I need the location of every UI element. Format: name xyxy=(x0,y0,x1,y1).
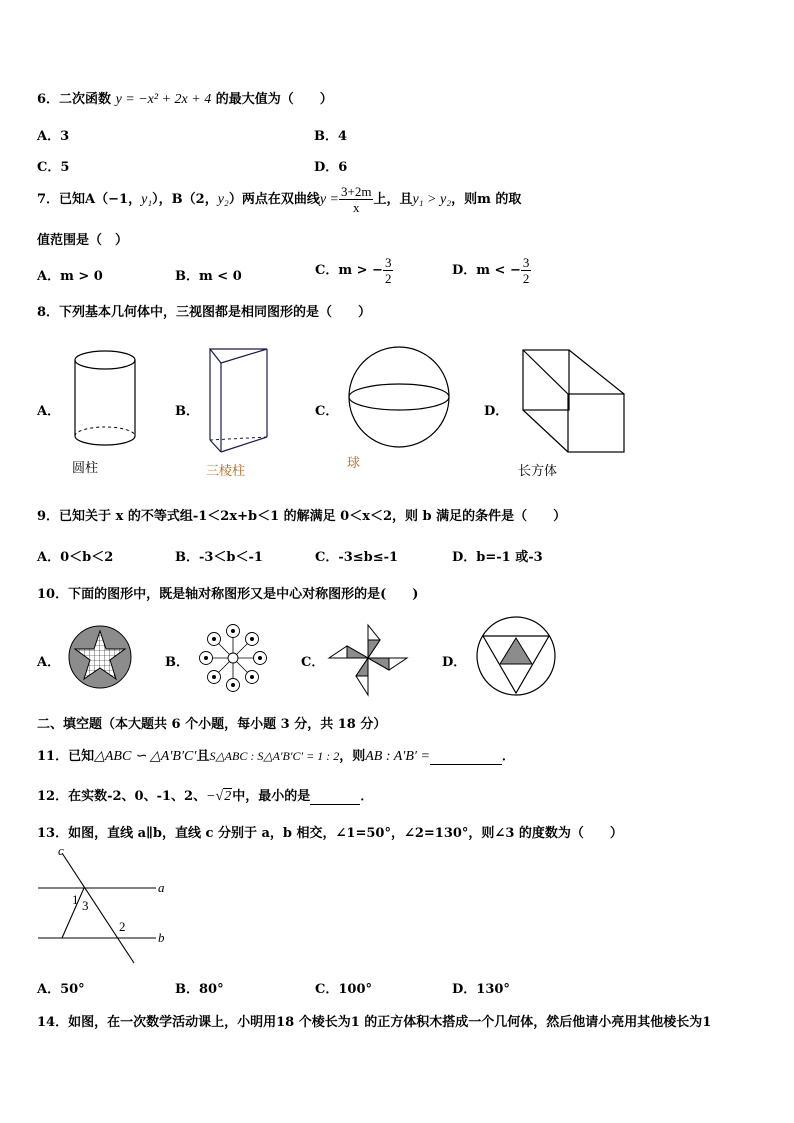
q8-caption-b: 三棱柱 xyxy=(206,463,246,478)
q8-caption-d: 长方体 xyxy=(518,463,558,478)
q7-y2: y₂ xyxy=(217,192,229,207)
triangle-circle-figure xyxy=(474,614,558,698)
q7-part3: ）两点在双曲线 xyxy=(228,192,320,207)
q7-fraction xyxy=(339,184,373,215)
sphere-figure xyxy=(345,345,455,449)
q14-stem: 14．如图，在一次数学活动课上，小明用18 个棱长为1 的正方体积木搭成一个几何体，然后他请小亮用其他棱长为1 xyxy=(37,1015,712,1030)
q12-sqrt-sign: √ xyxy=(215,789,224,804)
fig-angle-1: 1 xyxy=(72,892,79,907)
q12-tail: 中，最小的是 xyxy=(232,789,311,804)
q11-math1: △ABC ∽ △A′B′C′ xyxy=(94,749,197,764)
q7-stem xyxy=(37,183,521,217)
flower-pattern-figure xyxy=(197,623,269,693)
q12-sqrt-val: 2 xyxy=(224,789,232,804)
q6-option-a: A．3 xyxy=(37,129,70,144)
q10-label-a: A． xyxy=(37,655,61,670)
q13-option-d: D．130° xyxy=(452,982,510,997)
q12-answer-blank[interactable] xyxy=(310,789,360,805)
q6-suffix: 的最大值为（ ） xyxy=(215,92,333,107)
parallel-lines-figure xyxy=(34,843,174,968)
q6-stem xyxy=(37,88,333,108)
q7-cond: y₁ > y₂ xyxy=(412,192,452,207)
q11-math3: AB : A′B′ = xyxy=(365,749,430,764)
triangular-prism-figure xyxy=(205,345,275,457)
q7-option-c-num: 3 xyxy=(384,255,392,270)
q7-option-a: A．m > 0 xyxy=(37,269,103,284)
q6-option-d: D．6 xyxy=(314,160,348,175)
q13-option-c: C．100° xyxy=(315,982,372,997)
fig-angle-3: 3 xyxy=(82,898,89,913)
fig-label-b: b xyxy=(158,930,165,945)
q8-label-a: A． xyxy=(37,404,61,419)
q7-option-c-den: 2 xyxy=(384,271,392,286)
q11-answer-blank[interactable] xyxy=(430,749,502,765)
q7-frac-num: 3+2m xyxy=(341,184,372,199)
q12-sqrt-prefix: − xyxy=(206,789,216,804)
q7-part1: 7．已知A（−1， xyxy=(37,192,142,207)
q7-y1: y₁ xyxy=(141,192,153,207)
q12-end: ． xyxy=(360,789,374,804)
q13-option-a: A．50° xyxy=(37,982,85,997)
star-circle-figure xyxy=(64,625,140,691)
q13-stem: 13．如图，直线 a∥b，直线 c 分别于 a，b 相交，∠1=50°，∠2=130°，则∠3 的度数为（ ） xyxy=(37,826,623,841)
q8-label-c: C． xyxy=(315,404,339,419)
q9-option-b: B．-3＜b＜-1 xyxy=(175,550,263,565)
q9-option-a: A．0＜b＜2 xyxy=(37,550,114,565)
q8-caption-c: 球 xyxy=(347,455,361,470)
q11-stem xyxy=(37,745,515,765)
q6-option-b: B．4 xyxy=(314,129,348,144)
q7-part2: ），B（2， xyxy=(152,192,218,207)
fig-label-a: a xyxy=(158,880,165,895)
fig-label-c: c xyxy=(58,843,64,858)
q12-stem-text: 12．在实数-2、0、-1、2、 xyxy=(37,789,207,804)
q8-label-d: D． xyxy=(484,404,509,419)
q7-option-d-den: 2 xyxy=(522,271,530,286)
q7-frac-lhs: y = xyxy=(319,192,339,207)
q6-prefix: 6．二次函数 xyxy=(37,92,112,107)
q7-option-b: B．m < 0 xyxy=(175,269,242,284)
cuboid-figure xyxy=(518,346,630,458)
q9-stem: 9．已知关于 x 的不等式组-1＜2x+b＜1 的解满足 0＜x＜2，则 b 满足的条件是（ ） xyxy=(37,509,567,524)
q11-prefix: 11．已知 xyxy=(37,749,95,764)
q7-option-d-prefix: D．m < − xyxy=(452,263,521,278)
section2-title: 二、填空题（本大题共 6 个小题，每小题 3 分，共 18 分） xyxy=(37,717,387,732)
q6-formula: y = −x² + 2x + 4 xyxy=(115,92,212,107)
q7-option-c-fraction xyxy=(383,255,394,286)
q11-mid: 且 xyxy=(196,749,210,764)
q11-math2: S△ABC : S△A′B′C′ = 1 : 2 xyxy=(209,749,340,763)
q11-end: ． xyxy=(501,749,515,764)
q8-stem: 8．下列基本几何体中，三视图都是相同图形的是（ ） xyxy=(37,305,372,320)
q10-label-d: D． xyxy=(442,655,467,670)
q9-option-c: C．-3≤b≤-1 xyxy=(315,550,399,565)
q7-option-d xyxy=(452,255,531,286)
q7-option-c xyxy=(315,255,393,286)
q8-label-b: B． xyxy=(175,404,199,419)
q13-option-b: B．80° xyxy=(175,982,224,997)
q7-line2: 值范围是（ ） xyxy=(37,233,129,248)
q9-option-d: D．b=-1 或-3 xyxy=(452,550,543,565)
q8-caption-a: 圆柱 xyxy=(72,460,99,475)
q10-stem: 10．下面的图形中，既是轴对称图形又是中心对称图形的是( ) xyxy=(37,587,419,602)
q7-part4: 上，且 xyxy=(373,192,413,207)
q7-option-d-num: 3 xyxy=(522,255,530,270)
q10-label-b: B． xyxy=(165,655,189,670)
q7-option-d-fraction xyxy=(521,255,532,286)
cylinder-figure xyxy=(68,348,143,453)
pinwheel-figure xyxy=(323,621,413,699)
q7-option-c-prefix: C．m > − xyxy=(315,263,383,278)
q7-part5: ，则m 的取 xyxy=(451,192,522,207)
q10-label-c: C． xyxy=(301,655,325,670)
q6-option-c: C．5 xyxy=(37,160,70,175)
q7-frac-den: x xyxy=(352,200,360,215)
q11-mid2: ，则 xyxy=(339,749,366,764)
fig-angle-2: 2 xyxy=(119,919,126,934)
q12-stem xyxy=(37,785,373,805)
